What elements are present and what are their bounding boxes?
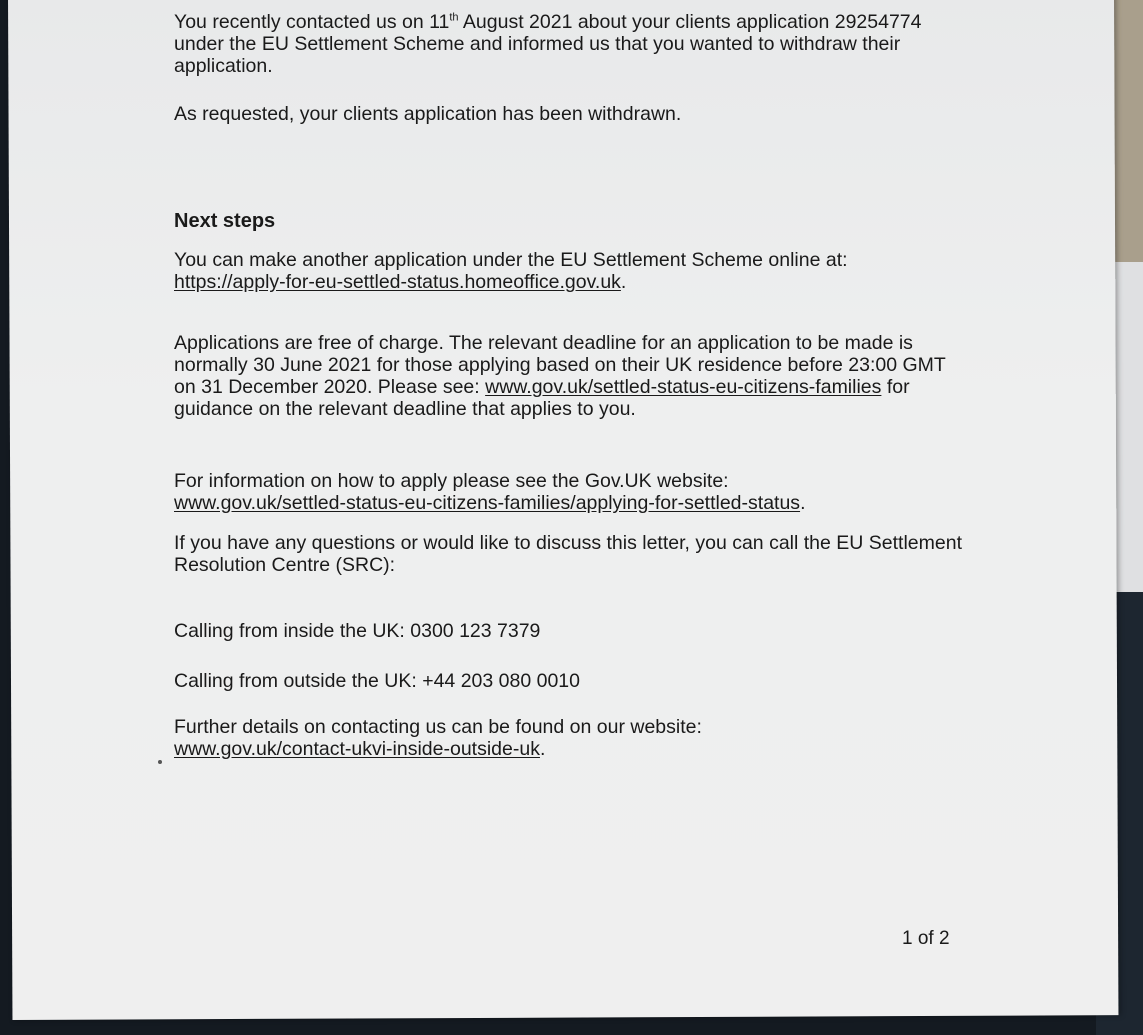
how-to-apply-text: For information on how to apply please see the Gov.UK website: [174,470,729,492]
intro-paragraph [174,11,964,77]
apply-link-period: . [620,271,627,293]
applying-link[interactable]: www.gov.uk/settled-status-eu-citizens-families/applying-for-settled-status [174,492,801,514]
bullet-mark [158,760,162,764]
charges-text: Applications are free of charge. The relevant deadline for an application to be made is normally 30 June 2021 for those applying based on their UK residence before 23:00 GMT on 31 December 2020. Please see: [174,332,946,398]
apply-link[interactable]: https://apply-for-eu-settled-status.homeoffice.gov.uk [174,271,621,293]
next-steps-heading: Next steps [174,210,276,232]
phone-inside: Calling from inside the UK: 0300 123 7379 [174,620,541,642]
questions-paragraph: If you have any questions or would like to discuss this letter, you can call the EU Settlement Resolution Centre (SRC): [174,532,962,576]
page-number: 1 of 2 [902,928,950,949]
how-to-apply-paragraph [174,470,964,514]
phone-outside: Calling from outside the UK: +44 203 080 0010 [174,670,580,692]
charges-paragraph [174,332,964,420]
intro-prefix: You recently contacted us on 11 [174,11,450,33]
contact-link-period: . [539,738,546,760]
contact-link[interactable]: www.gov.uk/contact-ukvi-inside-outside-uk [174,738,540,760]
withdrawn-paragraph: As requested, your clients application has been withdrawn. [174,103,682,125]
charges-after: for guidance on the relevant deadline that applies to you. [174,376,910,420]
contact-paragraph [174,716,964,760]
contact-text: Further details on contacting us can be found on our website: [174,716,702,738]
applying-link-period: . [800,492,806,514]
next-steps-text: You can make another application under the EU Settlement Scheme online at: [174,249,848,271]
intro-ordinal: th [449,11,459,24]
settled-status-link[interactable]: www.gov.uk/settled-status-eu-citizens-families [485,376,882,398]
intro-suffix: August 2021 about your clients application 29254774 under the EU Settlement Scheme and informed us that you wanted to withdraw their application. [174,11,922,77]
next-steps-paragraph [174,249,964,293]
